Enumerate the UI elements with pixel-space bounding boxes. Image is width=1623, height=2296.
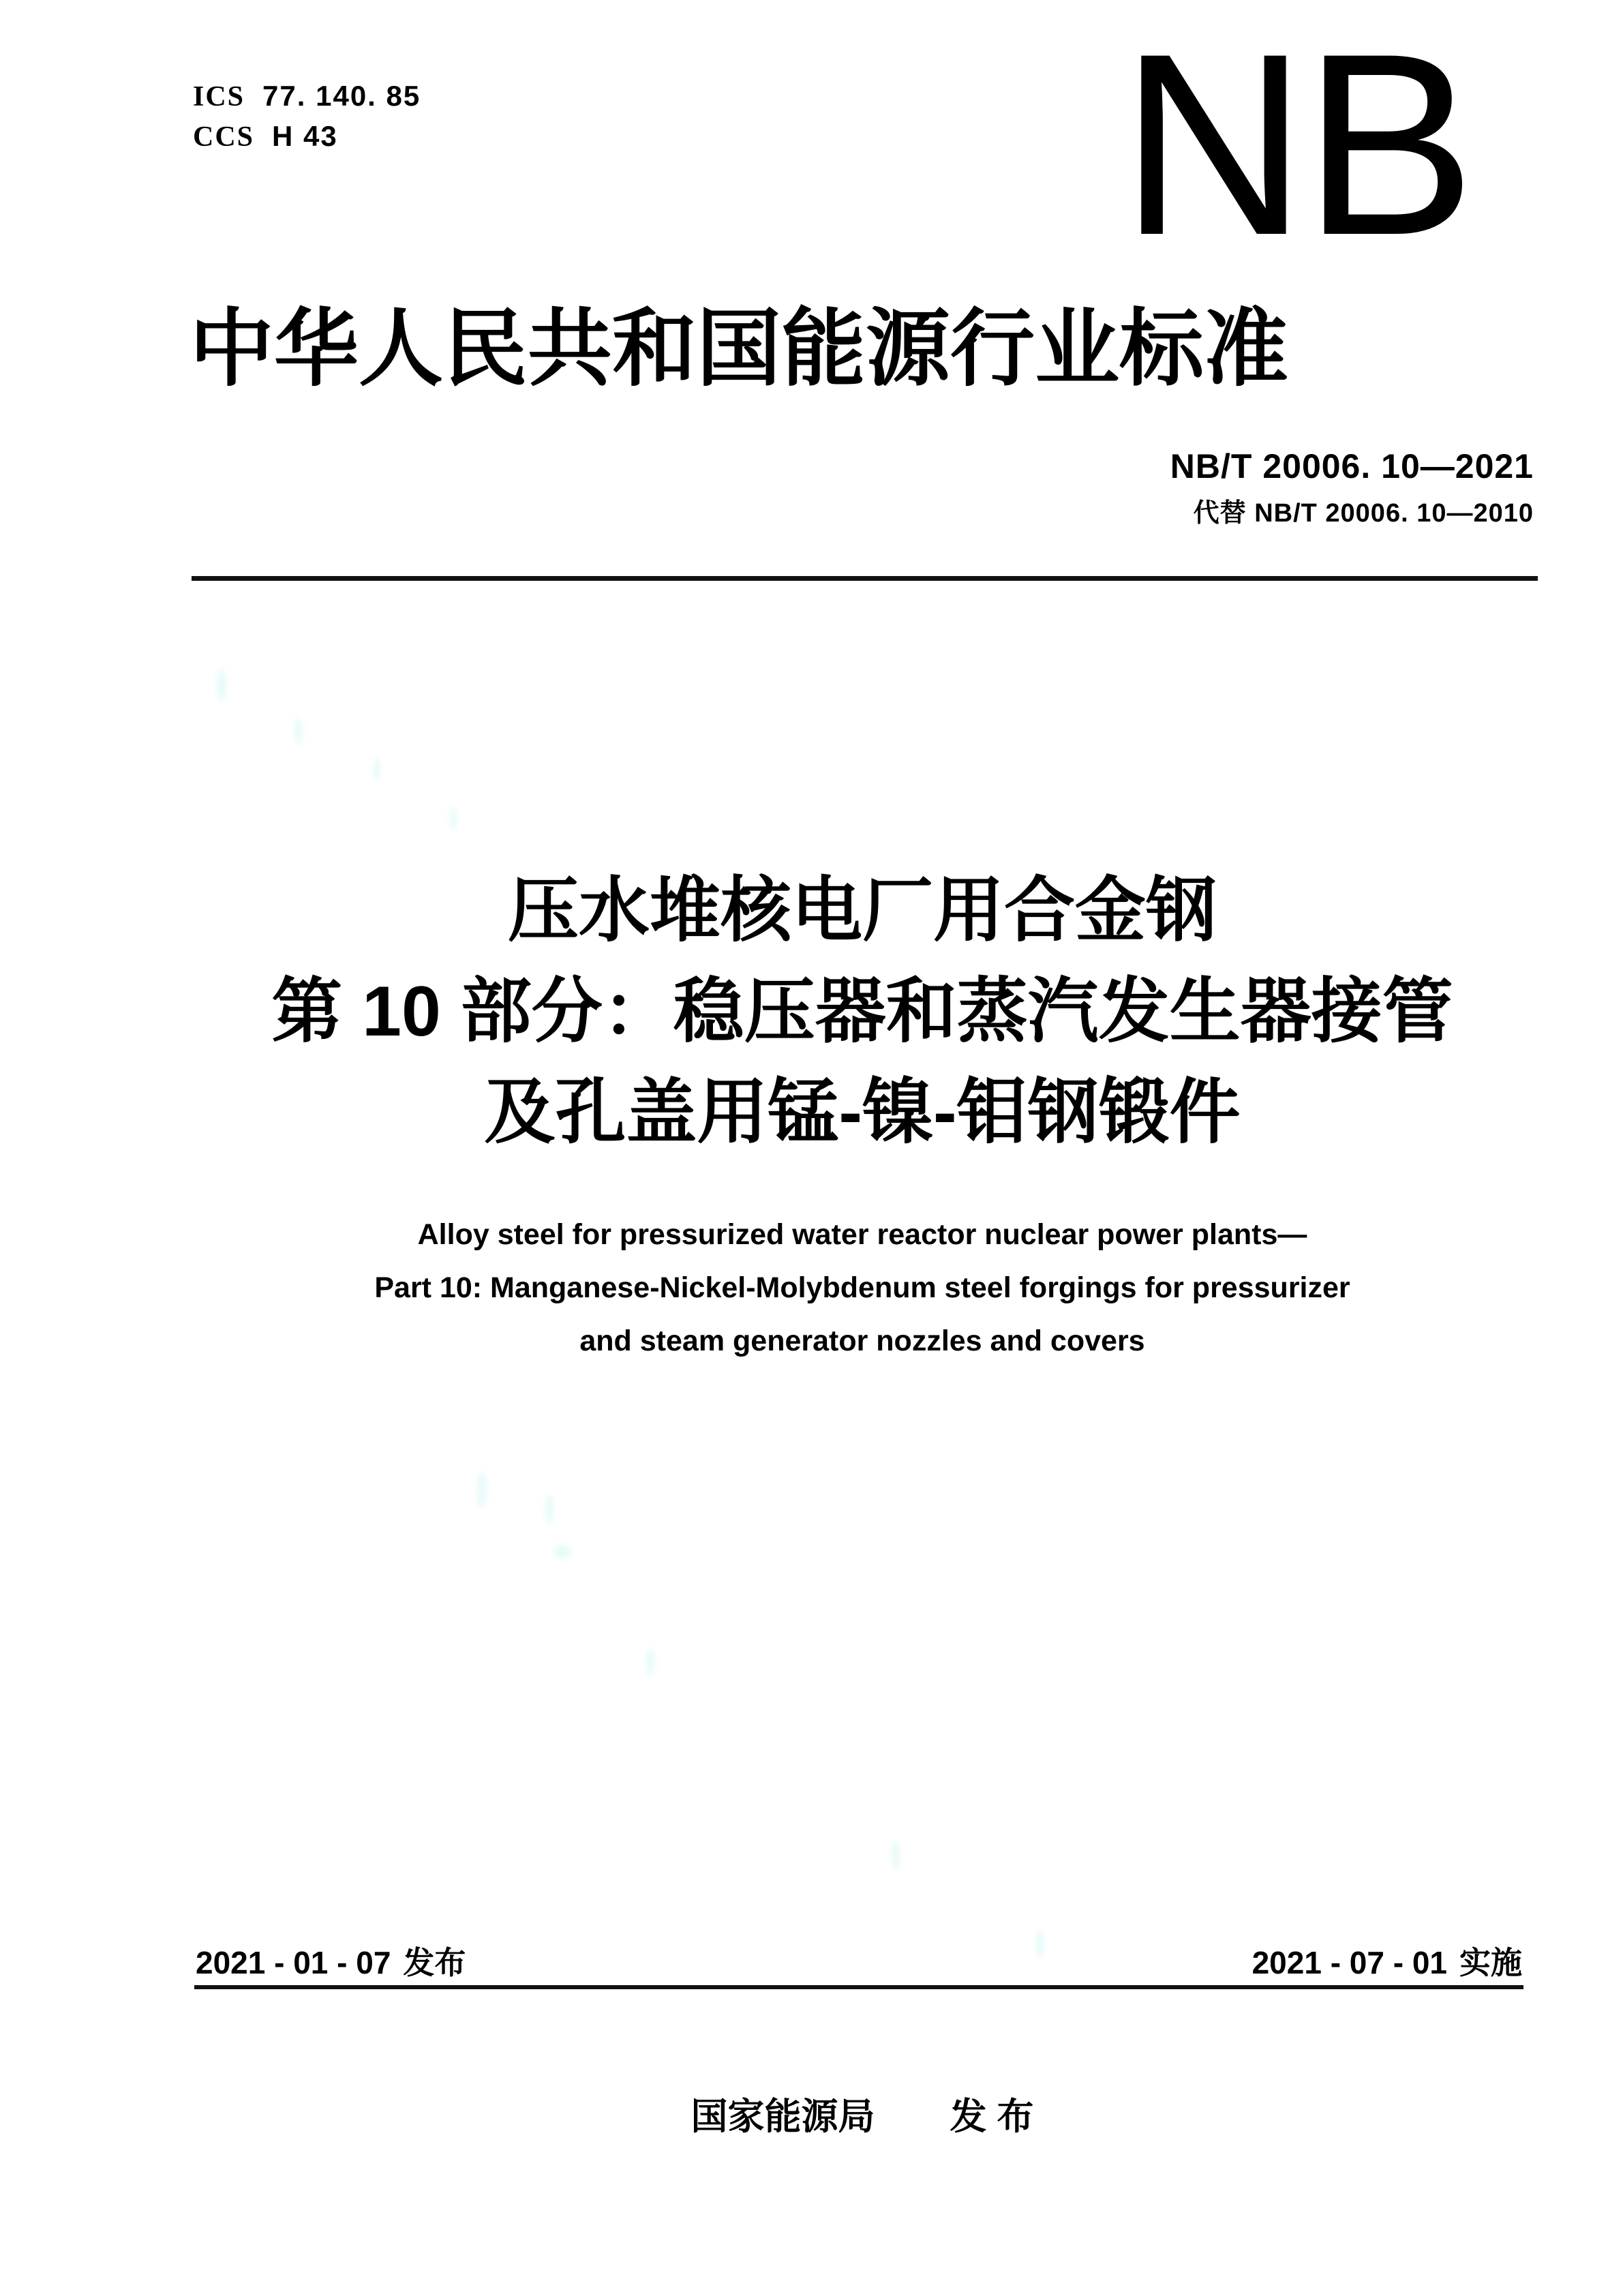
- issue-label: 发布: [403, 1945, 466, 1980]
- title-cn-line-2: 第 10 部分：稳压器和蒸汽发生器接管: [271, 972, 1453, 1051]
- scan-artifact: [553, 1545, 571, 1558]
- header-rule: [192, 576, 1538, 581]
- ccs-value: H 43: [272, 120, 338, 152]
- replaced-standard: 代替 NB/T 20006. 10—2010: [1193, 499, 1534, 528]
- title-chinese: [191, 860, 1534, 1163]
- ics-label: ICS: [193, 81, 245, 112]
- publisher-line: [191, 2087, 1534, 2140]
- classification-codes: [193, 76, 421, 157]
- scan-artifact: [545, 1494, 553, 1524]
- nb-logo: NB: [1120, 0, 1472, 289]
- footer-rule: [194, 1985, 1523, 1989]
- issue-date-line: [196, 1938, 466, 1983]
- scan-artifact: [477, 1472, 487, 1508]
- issue-date: 2021 - 01 - 07: [196, 1945, 391, 1980]
- scan-artifact: [1036, 1931, 1044, 1958]
- standard-category-title: 中华人民共和国能源行业标准: [189, 302, 1289, 396]
- scan-artifact: [374, 758, 380, 781]
- scan-artifact: [892, 1841, 900, 1869]
- standard-number-block: [1170, 444, 1534, 533]
- title-cn-line-1: 压水堆核电厂用合金钢: [507, 871, 1217, 950]
- implementation-date: 2021 - 07 - 01: [1252, 1945, 1447, 1980]
- title-english: [191, 1208, 1534, 1368]
- title-en-line-2: Part 10: Manganese-Nickel-Molybdenum steel forgings for pressurizer: [374, 1271, 1350, 1304]
- implementation-date-line: [1252, 1938, 1522, 1983]
- title-en-line-1: Alloy steel for pressurized water reactor nuclear power plants—: [417, 1218, 1307, 1251]
- scan-artifact: [646, 1648, 654, 1676]
- publisher-name: 国家能源局: [691, 2096, 875, 2137]
- ccs-code: [193, 117, 421, 157]
- implementation-label: 实施: [1459, 1945, 1522, 1980]
- ccs-label: CCS: [193, 121, 255, 153]
- scan-artifact: [294, 717, 303, 744]
- ics-value: 77. 140. 85: [262, 80, 421, 112]
- title-en-line-3: and steam generator nozzles and covers: [579, 1325, 1145, 1357]
- ics-code: [193, 76, 421, 117]
- scan-artifact: [450, 806, 457, 830]
- publish-label: 发 布: [950, 2096, 1034, 2137]
- standard-number: NB/T 20006. 10—2021: [1170, 447, 1534, 485]
- title-cn-line-3: 及孔盖用锰-镍-钼钢锻件: [484, 1073, 1241, 1152]
- scan-artifact: [217, 669, 226, 701]
